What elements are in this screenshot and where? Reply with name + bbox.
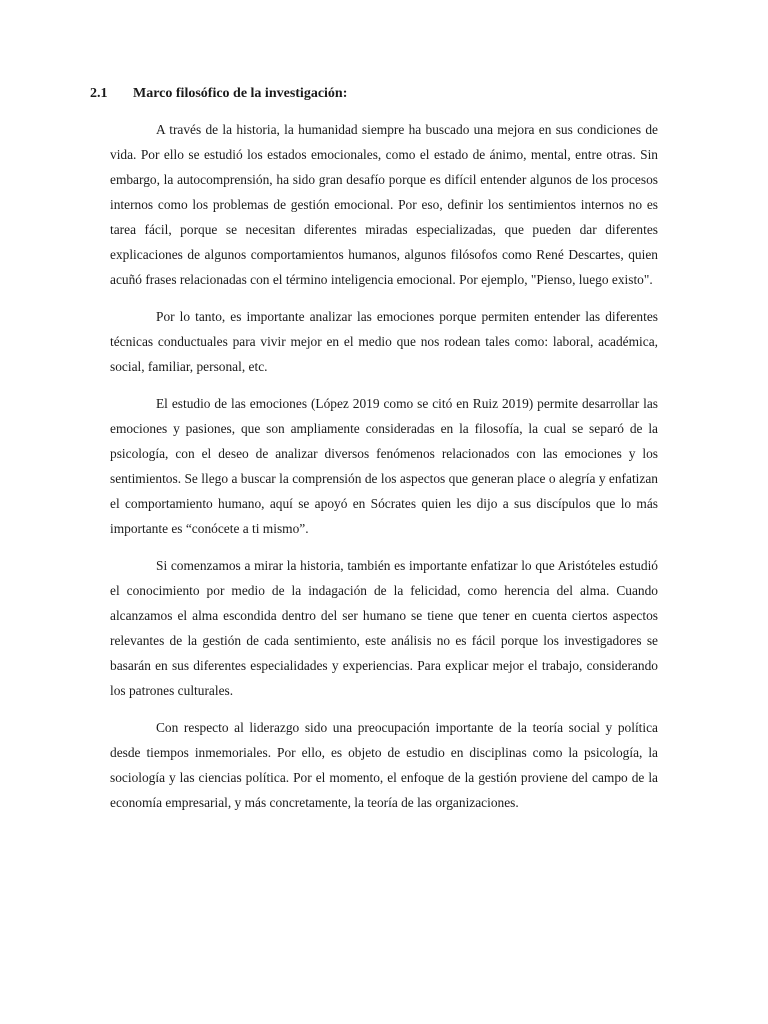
section-number: 2.1: [90, 86, 108, 101]
paragraph-3: El estudio de las emociones (López 2019 como se citó en Ruiz 2019) permite desarrollar las emociones y pasiones, que son ampliamente consideradas en la filosofía, la cual se separó de la psicología, con el deseo de analizar diversos fenómenos relacionados con las emociones y los sentimientos. Se llego a buscar la comprensión de los aspectos que generan place o alegría y enfatizan el comportamiento humano, aquí se apoyó en Sócrates quien les dijo a sus discípulos que lo más importante es “conócete a ti mismo”.: [110, 396, 658, 536]
paragraph-5: Con respecto al liderazgo sido una preocupación importante de la teoría social y política desde tiempos inmemoriales. Por ello, es objeto de estudio en disciplinas como la psicología, la sociología y las ciencias política. Por el momento, el enfoque de la gestión proviene del campo de la economía empresarial, y más concretamente, la teoría de las organizaciones.: [110, 720, 658, 810]
paragraph-1: A través de la historia, la humanidad siempre ha buscado una mejora en sus condiciones de vida. Por ello se estudió los estados emocionales, como el estado de ánimo, mental, entre otras. Sin embargo, la autocomprensión, ha sido gran desafío porque es difícil entender algunos de los procesos internos como los problemas de gestión emocional. Por eso, definir los sentimientos internos no es tarea fácil, porque se necesitan diferentes miradas especializadas, que pueden dar diferentes explicaciones de algunos comportamientos humanos, algunos filósofos como René Descartes, quien acuñó frases relacionadas con el término inteligencia emocional. Por ejemplo, "Pienso, luego existo".: [110, 122, 658, 287]
paragraph-2: Por lo tanto, es importante analizar las emociones porque permiten entender las diferentes técnicas conductuales para vivir mejor en el medio que nos rodean tales como: laboral, académica, social, familiar, personal, etc.: [110, 309, 658, 374]
section-title: Marco filosófico de la investigación:: [133, 86, 348, 101]
section-heading: [90, 84, 658, 104]
document-body: [90, 84, 658, 827]
paragraph-4: Si comenzamos a mirar la historia, también es importante enfatizar lo que Aristóteles estudió el conocimiento por medio de la indagación de la felicidad, como herencia del alma. Cuando alcanzamos el alma escondida dentro del ser humano se tiene que tener en cuenta ciertos aspectos relevantes de la gestión de cada sentimiento, este análisis no es fácil porque los investigadores se basarán en sus diferentes especialidades y experiencias. Para explicar mejor el trabajo, considerando los patrones culturales.: [110, 558, 658, 698]
